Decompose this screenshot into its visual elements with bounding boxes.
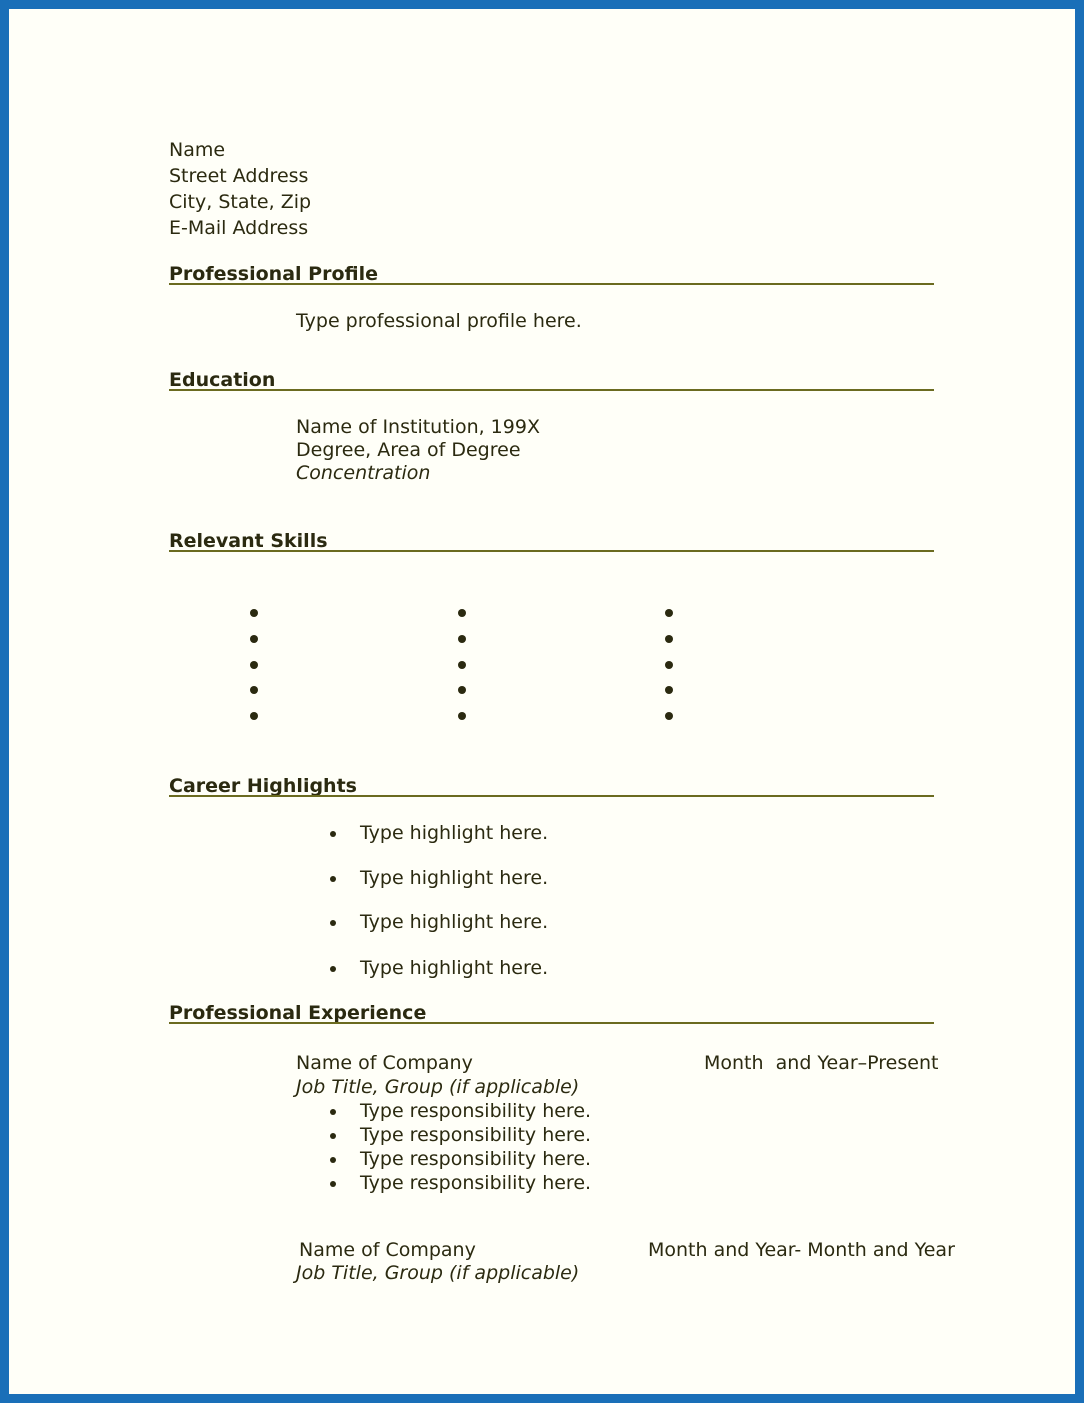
section-rule [169, 389, 934, 391]
responsibility-item: Type responsibility here. [360, 1100, 592, 1122]
section-heading-experience: Professional Experience [169, 1002, 427, 1024]
highlight-bullet [330, 966, 336, 972]
section-heading-education: Education [169, 369, 276, 391]
job-dates: Month and Year–Present [704, 1052, 939, 1074]
section-rule [169, 795, 934, 797]
section-rule [169, 283, 934, 285]
skill-bullet [665, 686, 673, 694]
responsibility-bullet [330, 1109, 336, 1115]
highlight-bullet [330, 831, 336, 837]
highlight-bullet [330, 920, 336, 926]
skill-bullet [458, 661, 466, 669]
skill-bullet [250, 712, 258, 720]
responsibility-item: Type responsibility here. [360, 1172, 592, 1194]
skill-bullet [665, 661, 673, 669]
contact-city: City, State, Zip [169, 191, 312, 213]
skill-bullet [250, 661, 258, 669]
highlight-item: Type highlight here. [360, 911, 549, 933]
section-rule [169, 550, 934, 552]
job-title: Job Title, Group (if applicable) [296, 1262, 580, 1284]
skill-bullet [665, 712, 673, 720]
skill-bullet [458, 609, 466, 617]
contact-street: Street Address [169, 165, 309, 187]
skill-bullet [458, 686, 466, 694]
job-dates: Month and Year- Month and Year [648, 1239, 955, 1261]
skill-bullet [665, 635, 673, 643]
responsibility-item: Type responsibility here. [360, 1148, 592, 1170]
section-heading-profile: Professional Profile [169, 263, 378, 285]
highlight-bullet [330, 876, 336, 882]
skill-bullet [458, 712, 466, 720]
contact-name: Name [169, 139, 226, 161]
skill-bullet [250, 635, 258, 643]
section-heading-highlights: Career Highlights [169, 775, 357, 797]
section-rule [169, 1022, 934, 1024]
highlight-item: Type highlight here. [360, 957, 549, 979]
education-degree: Degree, Area of Degree [296, 439, 521, 461]
education-institution: Name of Institution, 199X [296, 416, 540, 438]
skill-bullet [250, 686, 258, 694]
contact-email: E-Mail Address [169, 217, 309, 239]
job-company: Name of Company [299, 1239, 476, 1261]
profile-text: Type professional profile here. [296, 310, 582, 332]
education-concentration: Concentration [296, 462, 431, 484]
skill-bullet [665, 609, 673, 617]
responsibility-bullet [330, 1181, 336, 1187]
highlight-item: Type highlight here. [360, 867, 549, 889]
job-company: Name of Company [296, 1052, 473, 1074]
responsibility-bullet [330, 1157, 336, 1163]
responsibility-bullet [330, 1133, 336, 1139]
skill-bullet [250, 609, 258, 617]
skill-bullet [458, 635, 466, 643]
responsibility-item: Type responsibility here. [360, 1124, 592, 1146]
highlight-item: Type highlight here. [360, 822, 549, 844]
job-title: Job Title, Group (if applicable) [296, 1076, 580, 1098]
section-heading-skills: Relevant Skills [169, 530, 328, 552]
